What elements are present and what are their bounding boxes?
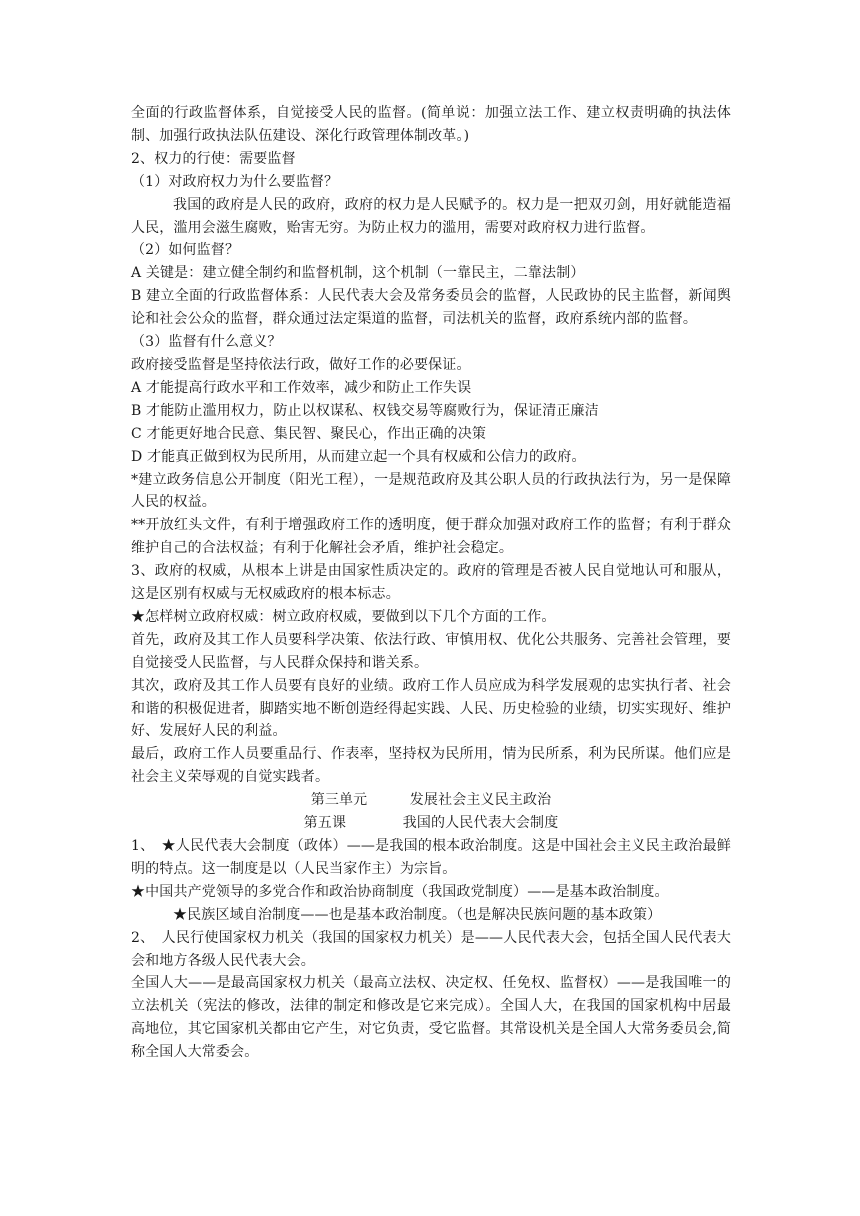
paragraph-second: 其次，政府及其工作人员要有良好的业绩。政府工作人员应成为科学发展观的忠实执行者、社会和谐的积极促进者，脚踏实地不断创造经得起实践、人民、历史检验的业绩，切实实现好、维护好、发展好人民的利益。 — [131, 677, 731, 740]
paragraph-last: 最后，政府工作人员要重品行、作表率，坚持权为民所用，情为民所系，利为民所谋。他们应是社会主义荣辱观的自觉实践者。 — [131, 746, 731, 786]
list-item-a-efficiency: A 才能提高行政水平和工作效率，减少和防止工作失误 — [131, 379, 472, 396]
list-item-d-credibility: D 才能真正做到权为民所用，从而建立起一个具有权威和公信力的政府。 — [131, 448, 586, 465]
heading-power-exercise: 2、权力的行使：需要监督 — [131, 150, 296, 167]
paragraph-guarantee: 政府接受监督是坚持依法行政，做好工作的必要保证。 — [131, 356, 471, 373]
subheading-why-supervise: （1）对政府权力为什么要监督？ — [131, 173, 339, 190]
heading-government-authority: 3、政府的权威，从根本上讲是由国家性质决定的。政府的管理是否被人民自觉地认可和服从，这是区别有权威与无权威政府的根本标志。 — [131, 563, 731, 603]
paragraph-supervision-system-summary: 全面的行政监督体系，自觉接受人民的监督。(简单说：加强立法工作、建立权责明确的执法体制、加强行政执法队伍建设、深化行政管理体制改革。) — [131, 105, 731, 144]
document-body — [131, 102, 731, 1064]
subheading-how-supervise: （2）如何监督？ — [131, 242, 240, 259]
paragraph-npc-system: 1、 ★人民代表大会制度（政体）——是我国的根本政治制度。这是中国社会主义民主政治最鲜明的特点。这一制度是以（人民当家作主）为宗旨。 — [131, 838, 731, 877]
unit-title: 第三单元 发展社会主义民主政治 — [310, 792, 552, 809]
paragraph-why-supervise: 我国的政府是人民的政府，政府的权力是人民赋予的。权力是一把双刃剑，用好就能造福人民，滥用会滋生腐败，贻害无穷。为防止权力的滥用，需要对政府权力进行监督。 — [131, 196, 731, 236]
paragraph-regional-autonomy: ★民族区域自治制度——也是基本政治制度。（也是解决民族问题的基本政策） — [173, 906, 662, 923]
paragraph-first: 首先，政府及其工作人员要科学决策、依法行政、审慎用权、优化公共服务、完善社会管理，要自觉接受人民监督，与人民群众保持和谐关系。 — [131, 631, 731, 671]
list-item-a-key: A 关键是：建立健全制约和监督机制，这个机制（一靠民主，二靠法制） — [131, 265, 585, 282]
lesson-title: 第五课 我国的人民代表大会制度 — [303, 815, 559, 832]
list-item-b-system: B 建立全面的行政监督体系：人民代表大会及常务委员会的监督，人民政协的民主监督，新闻舆论和社会公众的监督，群众通过法定渠道的监督，司法机关的监督，政府系统内部的监督。 — [131, 288, 731, 328]
paragraph-multi-party: ★中国共产党领导的多党合作和政治协商制度（我国政党制度）——是基本政治制度。 — [131, 883, 669, 900]
paragraph-info-disclosure: *建立政务信息公开制度（阳光工程），一是规范政府及其公职人员的行政执法行为，另一是保障人民的权益。 — [131, 471, 731, 511]
paragraph-national-npc: 全国人大——是最高国家权力机关（最高立法权、决定权、任免权、监督权）——是我国唯一的立法机关（宪法的修改，法律的制定和修改是它来完成）。全国人大，在我国的国家机构中居最高地位，其它国家机关都由它产生，对它负责，受它监督。其常设机关是全国人大常务委员会,简称全国人大常委会。 — [131, 975, 731, 1061]
paragraph-state-power-organ: 2、 人民行使国家权力机关（我国的国家权力机关）是——人民代表大会，包括全国人民代表大会和地方各级人民代表大会。 — [131, 929, 731, 969]
paragraph-red-header-docs: **开放红头文件，有利于增强政府工作的透明度，便于群众加强对政府工作的监督；有利于群众维护自己的合法权益；有利于化解社会矛盾，维护社会稳定。 — [131, 517, 731, 557]
subheading-significance: （3）监督有什么意义？ — [131, 334, 282, 351]
list-item-b-anti-corruption: B 才能防止滥用权力，防止以权谋私、权钱交易等腐败行为，保证清正廉洁 — [131, 402, 599, 419]
paragraph-build-authority: ★怎样树立政府权威：树立政府权威，要做到以下几个方面的工作。 — [131, 608, 556, 625]
list-item-c-decision: C 才能更好地合民意、集民智、聚民心，作出正确的决策 — [131, 425, 487, 442]
